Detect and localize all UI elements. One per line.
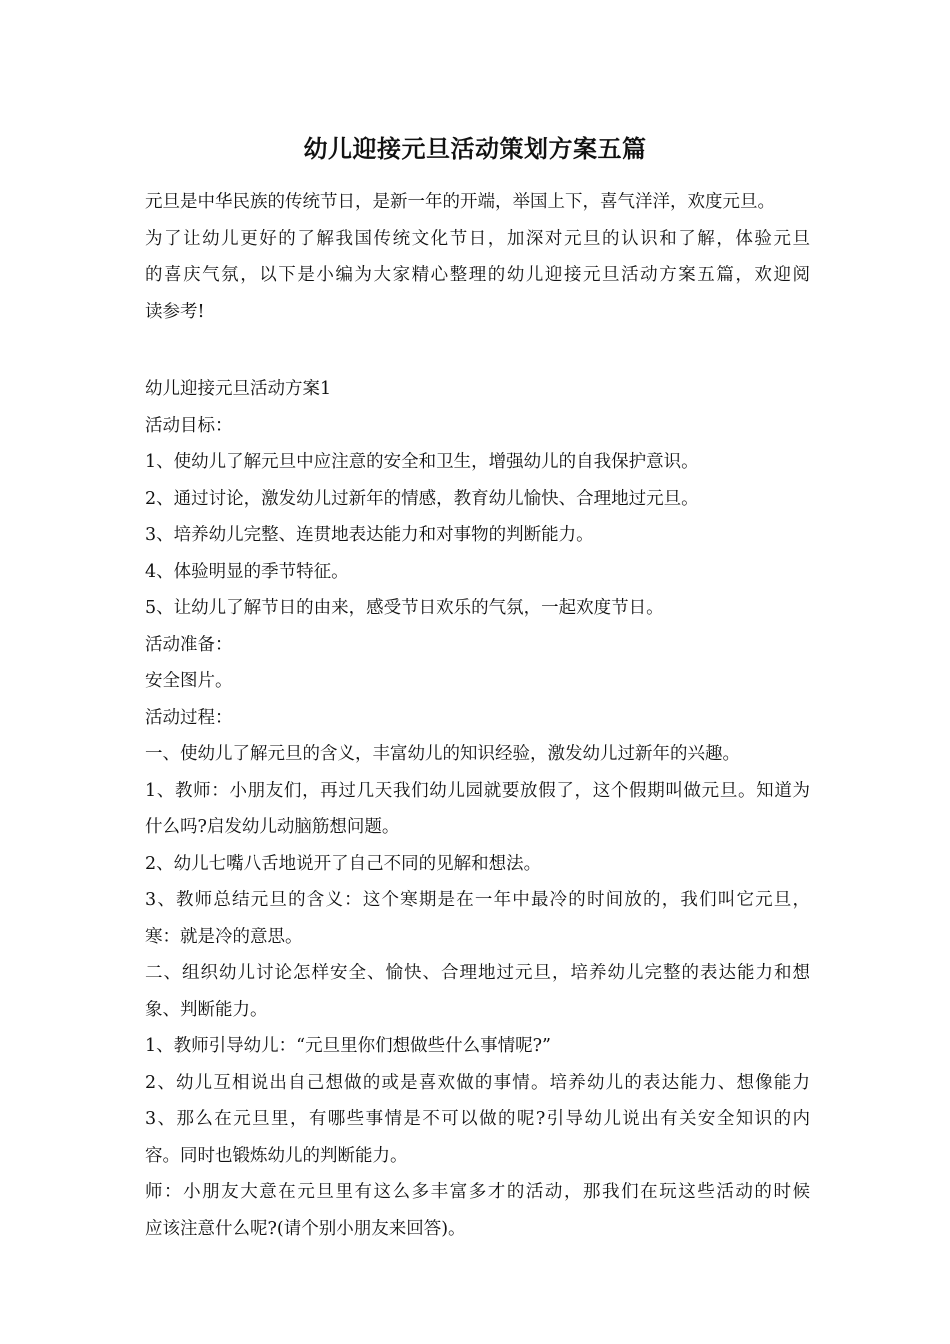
document-title: 幼儿迎接元旦活动策划方案五篇 [303,134,647,163]
process-line: 师：小朋友大意在元旦里有这么多丰富多才的活动，那我们在玩这些活动的时候 [145,1182,810,1202]
process-line: 2、幼儿互相说出自己想做的或是喜欢做的事情。培养幼儿的表达能力、想像能力 [145,1072,810,1093]
process-step-2: 二、组织幼儿讨论怎样安全、愉快、合理地过元旦，培养幼儿完整的表达能力和想 [145,963,810,983]
goals-heading: 活动目标： [145,415,233,436]
preparation-item: 安全图片。 [145,671,233,691]
goal-item-4: 4、体验明显的季节特征。 [145,561,349,582]
paragraph-gap [145,330,810,371]
intro-line-3: 的喜庆气氛，以下是小编为大家精心整理的幼儿迎接元旦活动方案五篇，欢迎阅 [145,265,810,285]
goal-item-1: 1、使幼儿了解元旦中应注意的安全和卫生，增强幼儿的自我保护意识。 [145,452,699,472]
goal-item-2: 2、通过讨论，激发幼儿过新年的情感，教育幼儿愉快、合理地过元旦。 [145,488,699,509]
intro-line-2: 为了让幼儿更好的了解我国传统文化节日，加深对元旦的认识和了解，体验元旦 [145,228,810,249]
process-line: 什么吗?启发幼儿动脑筋想问题。 [145,817,400,837]
process-line: 应该注意什么呢?(请个别小朋友来回答)。 [145,1218,466,1239]
goal-item-3: 3、培养幼儿完整、连贯地表达能力和对事物的判断能力。 [145,525,594,545]
intro-line-4: 读参考! [145,301,205,322]
process-line: 3、教师总结元旦的含义：这个寒期是在一年中最冷的时间放的，我们叫它元旦， [145,890,810,910]
process-line: 1、教师引导幼儿：“元旦里你们想做些什么事情呢?” [145,1036,551,1056]
process-line: 2、幼儿七嘴八舌地说开了自己不同的见解和想法。 [145,853,542,874]
process-step-1: 一、使幼儿了解元旦的含义，丰富幼儿的知识经验，激发幼儿过新年的兴趣。 [145,744,740,764]
process-line: 1、教师：小朋友们，再过几天我们幼儿园就要放假了，这个假期叫做元旦。知道为 [145,780,810,801]
document-body [145,184,810,1247]
intro-line-1: 元旦是中华民族的传统节日，是新一年的开端，举国上下，喜气洋洋，欢度元旦。 [145,192,775,212]
goal-item-5: 5、让幼儿了解节日的由来，感受节日欢乐的气氛，一起欢度节日。 [145,598,664,618]
process-line: 3、那么在元旦里，有哪些事情是不可以做的呢?引导幼儿说出有关安全知识的内 [145,1109,810,1129]
process-line: 象、判断能力。 [145,999,268,1020]
section-heading: 幼儿迎接元旦活动方案1 [145,379,332,399]
process-heading: 活动过程： [145,707,233,728]
preparation-heading: 活动准备： [145,634,233,655]
process-line: 寒：就是冷的意思。 [145,926,303,947]
process-line: 容。同时也锻炼幼儿的判断能力。 [145,1145,408,1166]
